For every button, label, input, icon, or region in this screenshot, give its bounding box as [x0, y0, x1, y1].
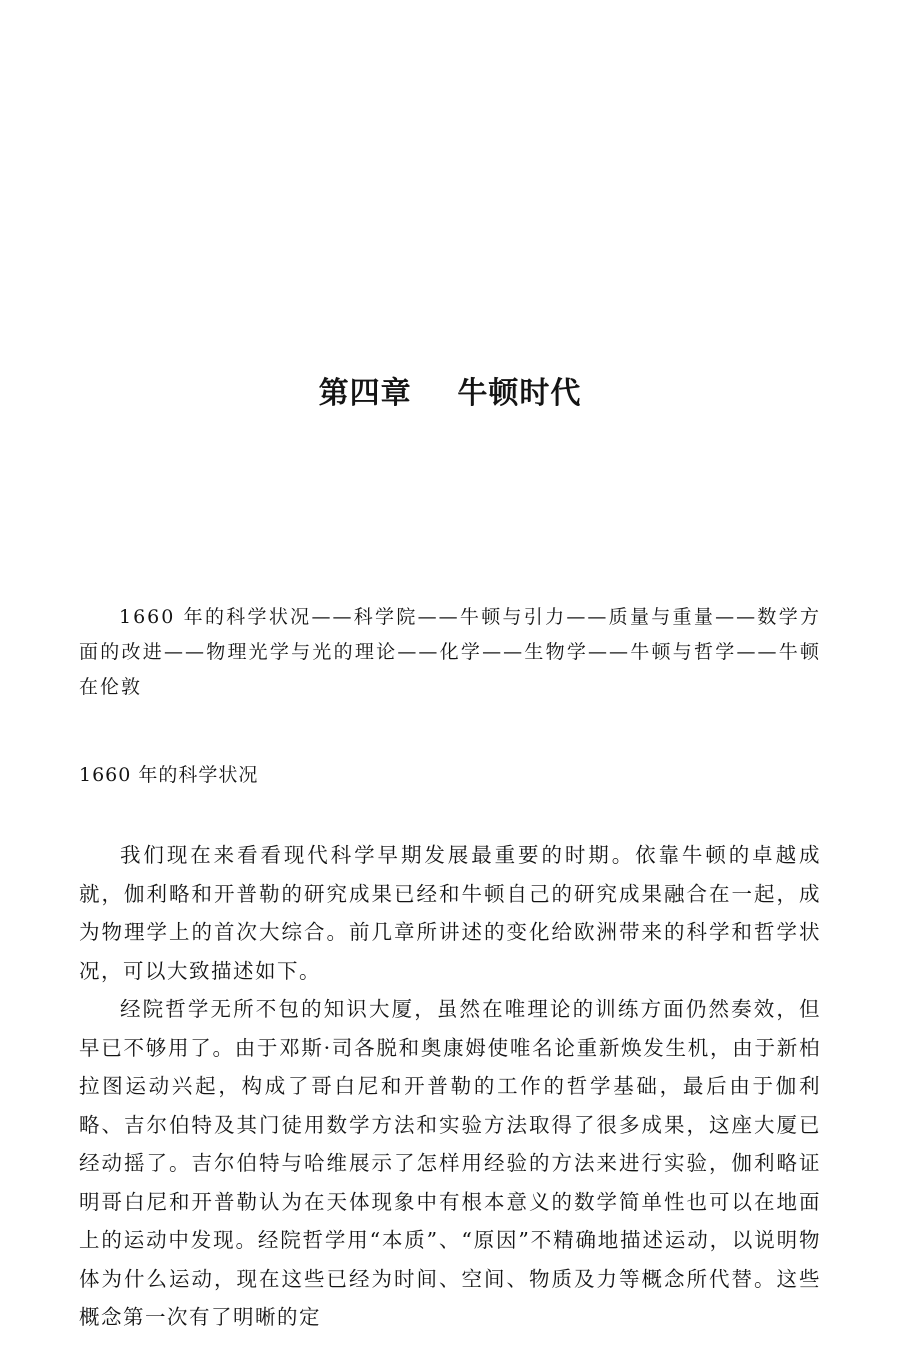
paragraph-2: 经院哲学无所不包的知识大厦，虽然在唯理论的训练方面仍然奏效，但早已不够用了。由于邓斯·司各脱和奥康姆使唯名论重新焕发生机，由于新柏拉图运动兴起，构成了哥白尼和开普勒的工作的哲学基础，最后由于伽利略、吉尔伯特及其门徒用数学方法和实验方法取得了很多成果，这座大厦已经动摇了。吉尔伯特与哈维展示了怎样用经验的方法来进行实验，伽利略证明哥白尼和开普勒认为在天体现象中有根本意义的数学简单性也可以在地面上的运动中发现。经院哲学用“本质”、“原因”不精确地描述运动，以说明物体为什么运动，现在这些已经为时间、空间、物质及力等概念所代替。这些概念第一次有了明晰的定	[79, 997, 821, 1329]
section-heading: 1660 年的科学状况	[79, 764, 259, 786]
paragraph-1: 我们现在来看看现代科学早期发展最重要的时期。依靠牛顿的卓越成就，伽利略和开普勒的研究成果已经和牛顿自己的研究成果融合在一起，成为物理学上的首次大综合。前几章所讲述的变化给欧洲带来的科学和哲学状况，可以大致描述如下。	[79, 843, 821, 983]
body-text	[79, 836, 821, 1337]
chapter-summary: 1660 年的科学状况——科学院——牛顿与引力——质量与重量——数学方面的改进——物理光学与光的理论——化学——生物学——牛顿与哲学——牛顿在伦敦	[79, 606, 821, 698]
chapter-title: 第四章 牛顿时代	[318, 376, 582, 411]
